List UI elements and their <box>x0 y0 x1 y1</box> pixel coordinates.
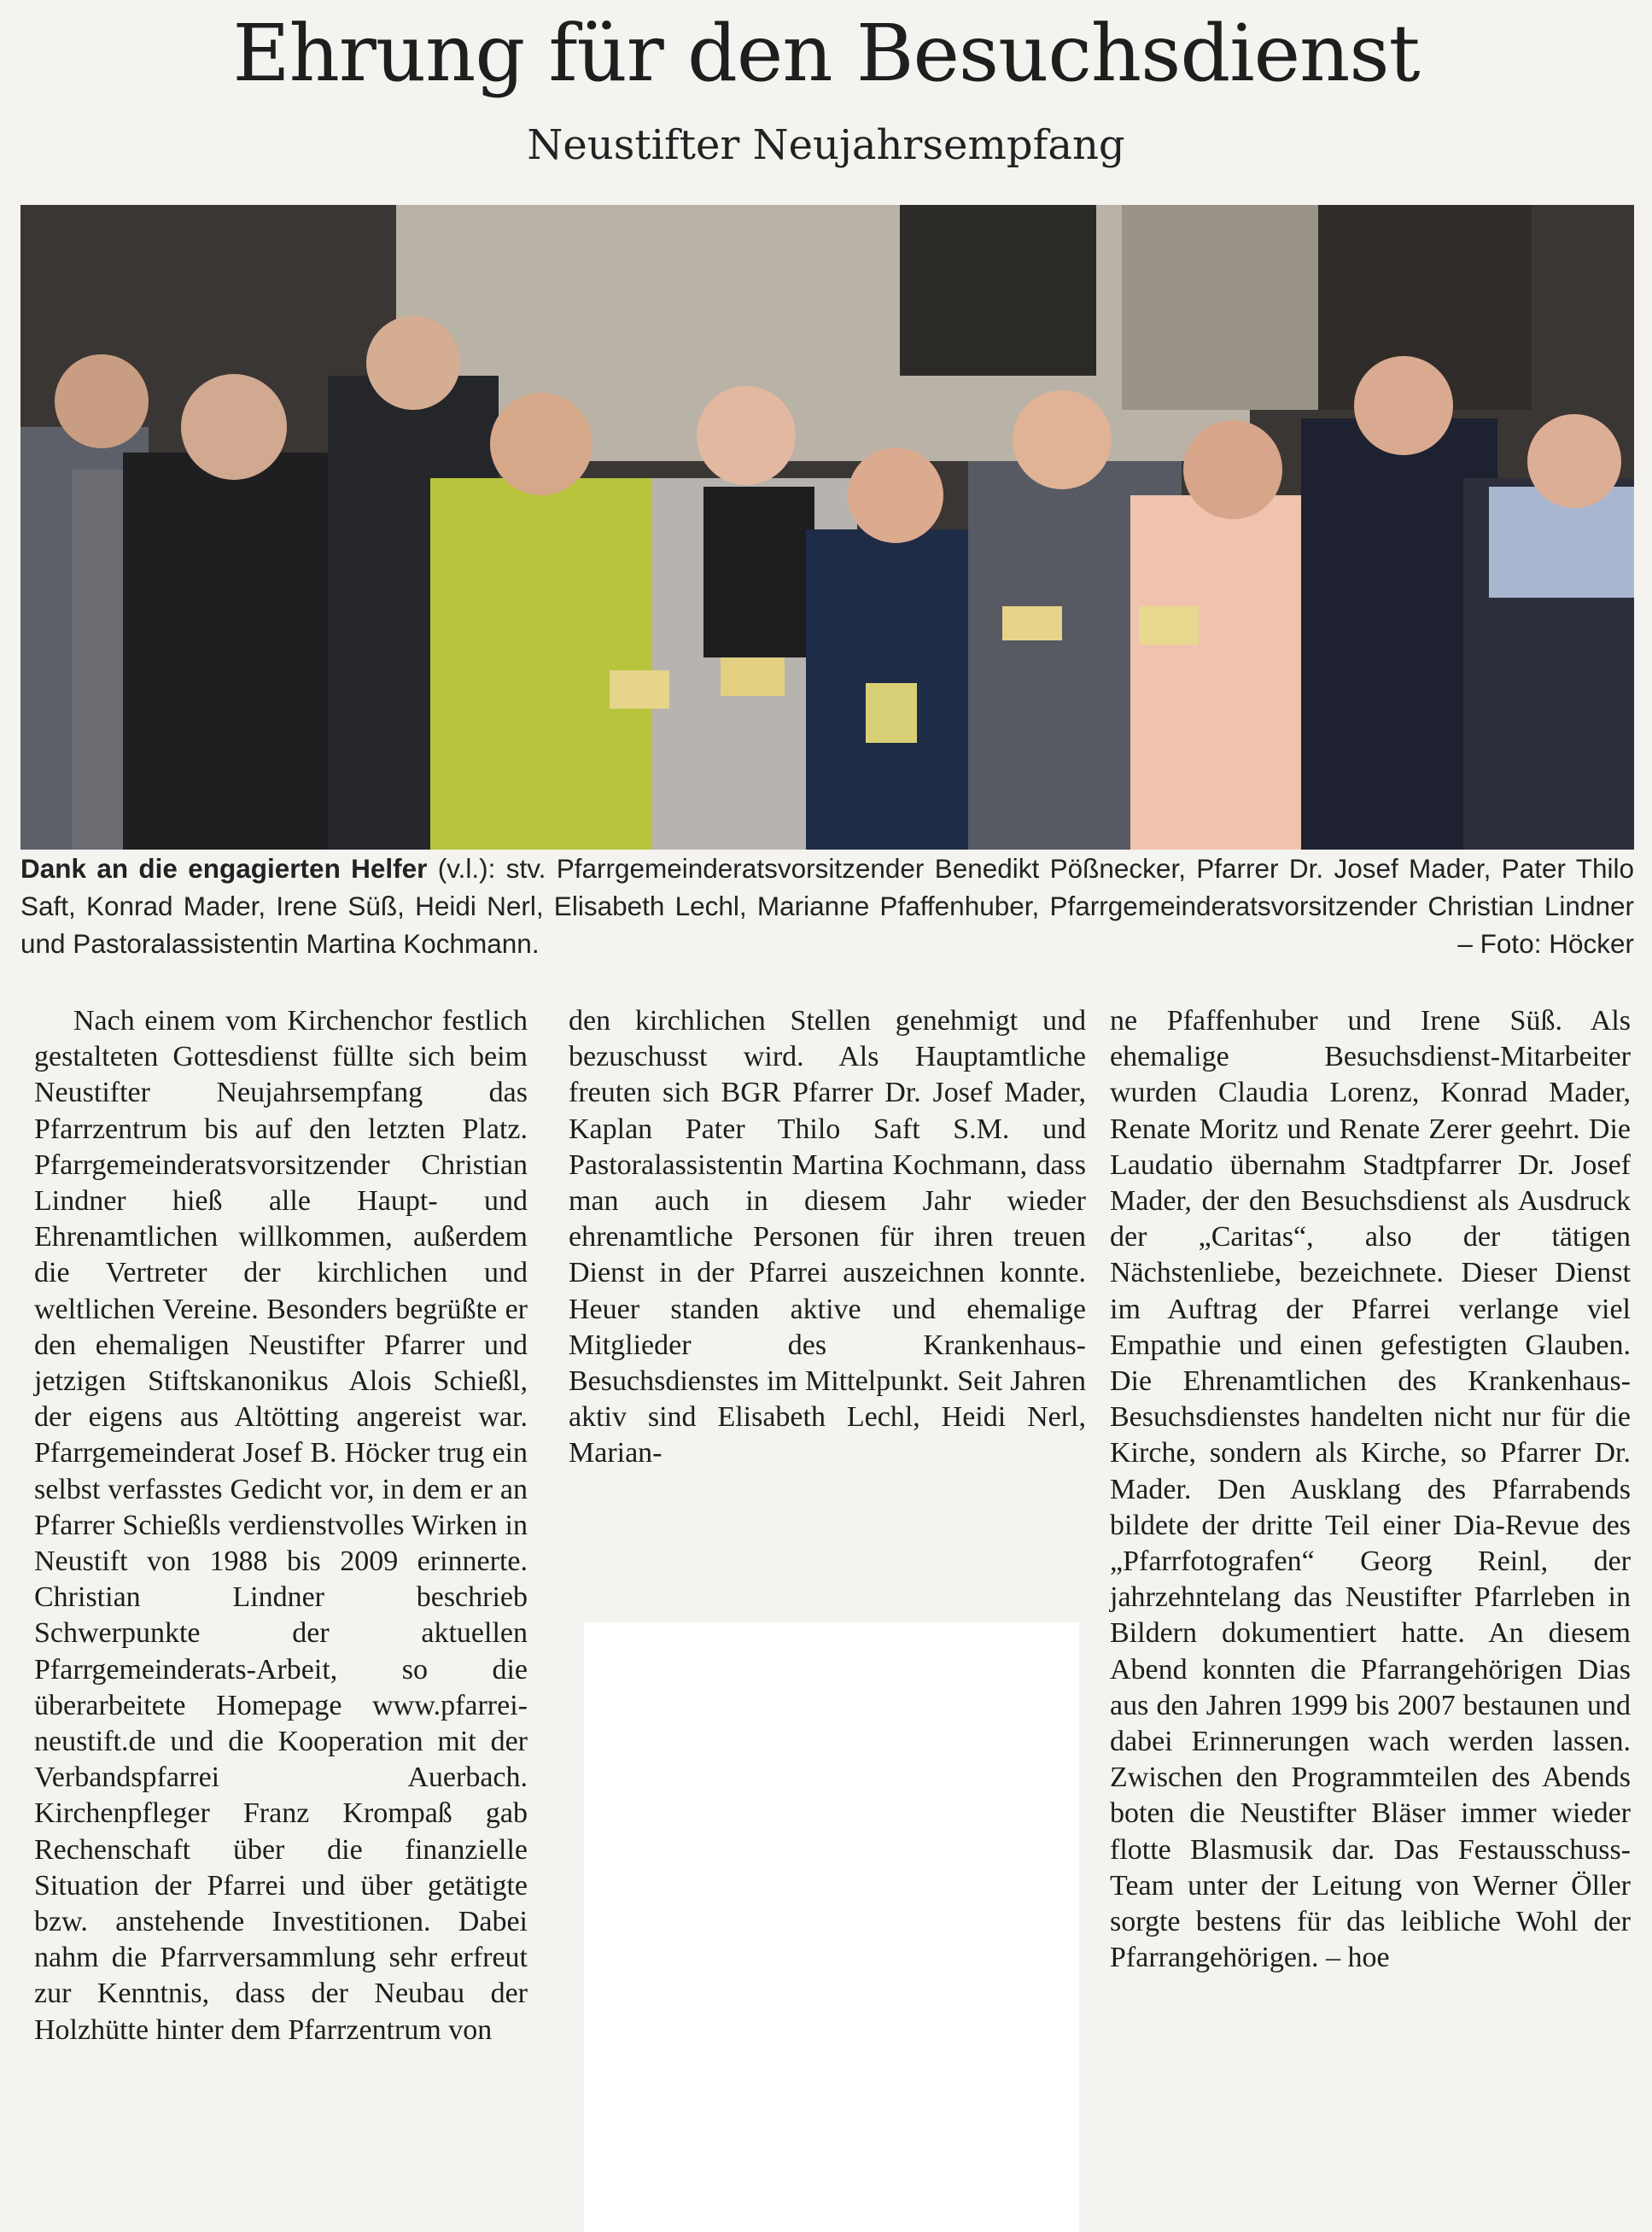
blank-area <box>584 1622 1079 2232</box>
photo-caption <box>20 850 1634 978</box>
article-headline: Ehrung für den Besuchsdienst <box>232 8 1420 99</box>
article-subheadline: Neustifter Neujahrsempfang <box>527 121 1125 169</box>
group-photo <box>20 205 1634 850</box>
caption-lead: Dank an die engagierten Helfer <box>20 853 428 884</box>
article-column-3 <box>1110 1003 1631 2224</box>
photo-credit: – Foto: Höcker <box>1457 928 1634 959</box>
article-column-2 <box>569 1003 1086 1584</box>
column-2-text: den kirchlichen Stellen genehmigt und bezuschusst wird. Als Hauptamtliche freuten sich BGR Pfarrer Dr. Josef Mader, Kaplan Pater Thilo Saft S.M. und Pastoralassistentin Martina Kochmann, dass man auch in diesem Jahr wieder ehrenamtliche Personen für ihren treuen Dienst in der Pfarrei auszeichnen konnte. Heuer standen aktive und ehemalige Mitglieder des Krankenhaus-Besuchsdienstes im Mittelpunkt. Seit Jahren aktiv sind Elisabeth Lechl, Heidi Nerl, Marian- <box>569 1005 1086 1469</box>
group-photo-icon <box>20 205 1634 850</box>
column-3-text: ne Pfaffenhuber und Irene Süß. Als ehemalige Besuchsdienst-Mitarbeiter wurden Claudia Lorenz, Konrad Mader, Renate Moritz und Renate Zerer geehrt. Die Laudatio übernahm Stadtpfarrer Dr. Josef Mader, der den Besuchsdienst als Ausdruck der „Caritas“, also der tätigen Nächstenliebe, bezeichnete. Dieser Dienst im Auftrag der Pfarrei verlange viel Empathie und einen gefestigten Glauben. Die Ehrenamtlichen des Krankenhaus-Besuchsdienstes handelten nicht nur für die Kirche, sondern als Kirche, so Pfarrer Dr. Mader. Den Ausklang des Pfarrabends bildete der dritte Teil einer Dia-Revue des „Pfarrfotografen“ Georg Reinl, der jahrzehntelang das Neustifter Pfarrleben in Bildern dokumentiert hatte. An diesem Abend konnten die Pfarrangehörigen Dias aus den Jahren 1999 bis 2007 bestaunen und dabei Erinnerungen wach werden lassen. Zwischen den Programmteilen des Abends boten die Neustifter Bläser immer wieder flotte Blasmusik dar. Das Festausschuss-Team unter der Leitung von Werner Öller sorgte bestens für das leibliche Wohl der Pfarrangehörigen. – hoe <box>1110 1005 1631 1974</box>
caption-text: (v.l.): stv. Pfarrgemeinderatsvorsitzender Benedikt Pößnecker, Pfarrer Dr. Josef Mader, Pater Thilo Saft, Konrad Mader, Irene Süß, Heidi Nerl, Elisabeth Lechl, Marianne Pfaffenhuber, Pfarrgemeinderatsvorsitzender Christian Lindner und Pastoralassistentin Martina Kochmann. <box>20 853 1634 959</box>
article-column-1 <box>34 1003 528 2224</box>
column-1-text: Nach einem vom Kirchenchor festlich gestalteten Gottesdienst füllte sich beim Neustifter Neujahrsempfang das Pfarrzentrum bis auf den letzten Platz. Pfarrgemeinderatsvorsitzender Christian Lindner hieß alle Haupt- und Ehrenamtlichen willkommen, außerdem die Vertreter der kirchlichen und weltlichen Vereine. Besonders begrüßte er den ehemaligen Neustifter Pfarrer und jetzigen Stiftskanonikus Alois Schießl, der eigens aus Altötting angereist war. Pfarrgemeinderat Josef B. Höcker trug ein selbst verfasstes Gedicht vor, in dem er an Pfarrer Schießls verdienstvolles Wirken in Neustift von 1988 bis 2009 erinnerte. Christian Lindner beschrieb Schwerpunkte der aktuellen Pfarrgemeinderats-Arbeit, so die überarbeitete Homepage www.pfarrei-neustift.de und die Kooperation mit der Verbandspfarrei Auerbach. Kirchenpfleger Franz Krompaß gab Rechenschaft über die finanzielle Situation der Pfarrei und über getätigte bzw. anstehende Investitionen. Dabei nahm die Pfarrversammlung sehr erfreut zur Kenntnis, dass der Neubau der Holzhütte hinter dem Pfarrzentrum von <box>34 1005 528 2046</box>
